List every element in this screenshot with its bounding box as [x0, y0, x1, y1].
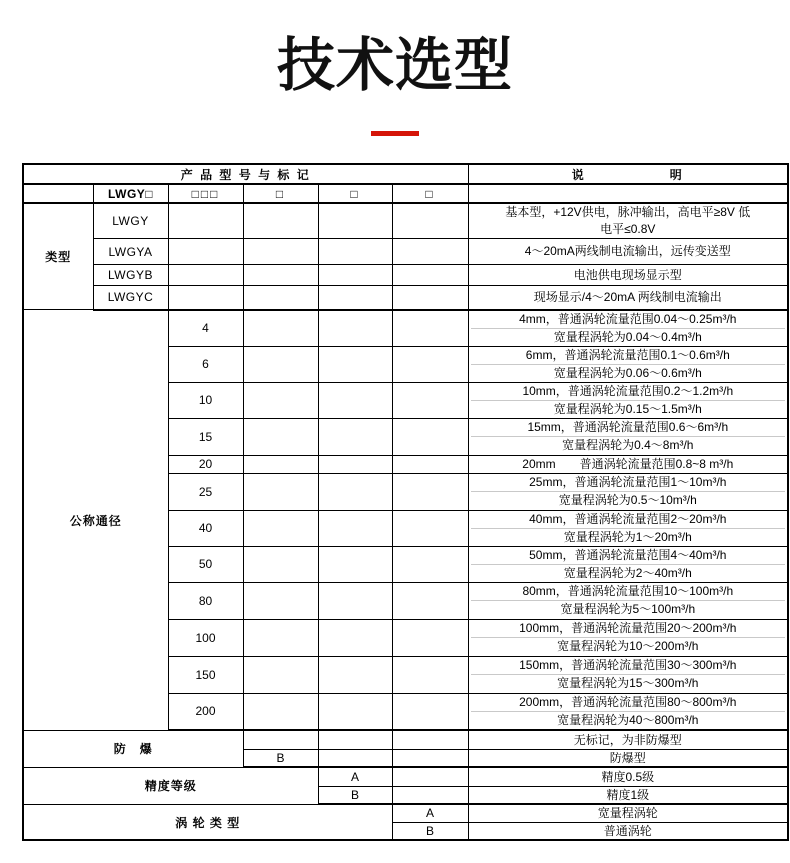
empty-cell [168, 286, 243, 310]
explosion-box-cell: □ [243, 184, 318, 203]
size-cell: 40 [168, 510, 243, 546]
desc-line-2: 宽量程涡轮为0.15～1.5m³/h [471, 400, 786, 418]
empty-cell [318, 455, 392, 473]
code-cell: B [243, 749, 318, 767]
empty-cell [392, 310, 468, 347]
code-cell: A [318, 767, 392, 786]
desc-line-1: 15mm，普通涡轮流量范围0.6～6m³/h [527, 420, 729, 434]
empty-cell [243, 510, 318, 546]
empty-cell [168, 239, 243, 265]
empty-cell [243, 418, 318, 455]
type-section-label: 类型 [23, 203, 93, 310]
empty-cell [243, 203, 318, 239]
desc-cell [468, 455, 788, 473]
empty-cell [392, 418, 468, 455]
explosion-section-label: 防 爆 [23, 730, 243, 767]
empty-cell [243, 286, 318, 310]
code-cell: B [392, 822, 468, 840]
empty-cell [318, 418, 392, 455]
size-cell: 25 [168, 473, 243, 510]
empty-cell [392, 473, 468, 510]
empty-cell [318, 619, 392, 656]
diameter-boxes-cell: □□□ [168, 184, 243, 203]
empty-cell [243, 619, 318, 656]
empty-cell [243, 346, 318, 382]
empty-cell [392, 286, 468, 310]
empty-cell [392, 582, 468, 619]
size-cell: 15 [168, 418, 243, 455]
desc-line-1: 50mm，普通涡轮流量范围4～40m³/h [529, 547, 727, 562]
empty-cell [392, 546, 468, 582]
desc-cell [468, 749, 788, 767]
desc-line-2: 宽量程涡轮为0.4～8m³/h [471, 436, 786, 454]
empty-cell [392, 619, 468, 656]
desc-line-2: 宽量程涡轮为1～20m³/h [471, 528, 786, 546]
empty-cell [392, 749, 468, 767]
desc-cell [468, 239, 788, 265]
size-cell: 150 [168, 656, 243, 693]
desc-line-1: 防爆型 [609, 750, 646, 765]
desc-line-1: 150mm，普通涡轮流量范围30～300m³/h [519, 658, 737, 672]
desc-line-1: 精度1级 [606, 787, 650, 802]
empty-cell [318, 546, 392, 582]
empty-cell [318, 382, 392, 418]
desc-cell [468, 786, 788, 804]
desc-line-1: 6mm，普通涡轮流量范围0.1～0.6m³/h [525, 347, 730, 362]
empty-cell [392, 730, 468, 749]
empty-cell [392, 786, 468, 804]
desc-line-1: 无标记，为非防爆型 [573, 732, 682, 747]
type-row [23, 239, 788, 265]
empty-cell [243, 265, 318, 286]
desc-line-1: 100mm，普通涡轮流量范围20～200m³/h [519, 621, 737, 635]
diameter-section-label: 公称通径 [23, 310, 168, 731]
size-cell: 100 [168, 619, 243, 656]
desc-line-1: 现场显示/4～20mA 两线制电流输出 [533, 289, 722, 304]
desc-cell [468, 382, 788, 418]
accuracy-section-label: 精度等级 [23, 767, 318, 804]
model-cell: LWGYA [93, 239, 168, 265]
turbine-row [23, 804, 788, 822]
desc-cell [468, 546, 788, 582]
desc-line-2: 宽量程涡轮为10～200m³/h [471, 637, 786, 655]
desc-cell [468, 346, 788, 382]
spec-table [22, 163, 789, 841]
desc-cell [468, 310, 788, 347]
desc-line-1: 4～20mA两线制电流输出，远传变送型 [524, 244, 731, 258]
empty-cell [243, 582, 318, 619]
code-cell [243, 730, 318, 749]
desc-cell [468, 619, 788, 656]
empty-cell [392, 510, 468, 546]
empty-cell [392, 382, 468, 418]
empty-cell [392, 265, 468, 286]
empty-cell [243, 473, 318, 510]
desc-cell [468, 286, 788, 310]
explosion-row [23, 730, 788, 749]
turbine-section-label: 涡 轮 类 型 [23, 804, 392, 840]
desc-line-1: 80mm，普通涡轮流量范围10～100m³/h [522, 584, 734, 598]
diameter-row [23, 310, 788, 347]
desc-line-1: 基本型，+12V供电，脉冲输出，高电平≥8V 低 [505, 205, 751, 219]
empty-cell [243, 656, 318, 693]
empty-cell [243, 693, 318, 730]
empty-cell [318, 582, 392, 619]
empty-cell [243, 455, 318, 473]
type-row [23, 203, 788, 239]
desc-cell [468, 418, 788, 455]
empty-cell [318, 473, 392, 510]
desc-cell [468, 582, 788, 619]
desc-line-1: 200mm，普通涡轮流量范围80～800m³/h [519, 694, 737, 709]
empty-cell [168, 203, 243, 239]
desc-line-2: 宽量程涡轮为2～40m³/h [471, 564, 786, 582]
code-cell: A [392, 804, 468, 822]
model-cell: LWGY [93, 203, 168, 239]
empty-cell [318, 239, 392, 265]
empty-cell [243, 546, 318, 582]
empty-cell [392, 455, 468, 473]
empty-cell [392, 239, 468, 265]
empty-cell [318, 510, 392, 546]
desc-cell [468, 265, 788, 286]
accuracy-box-cell: □ [318, 184, 392, 203]
size-cell: 4 [168, 310, 243, 347]
header-product-model: 产 品 型 号 与 标 记 [23, 164, 468, 184]
empty-cell [318, 346, 392, 382]
desc-line-1: 25mm，普通涡轮流量范围1～10m³/h [529, 475, 727, 489]
empty-cell [168, 265, 243, 286]
desc-cell [468, 510, 788, 546]
empty-cell [392, 693, 468, 730]
desc-line-2: 电平≤0.8V [600, 222, 656, 236]
type-row [23, 265, 788, 286]
desc-cell [468, 656, 788, 693]
desc-line-1: 40mm，普通涡轮流量范围2～20m³/h [529, 511, 727, 526]
desc-line-2: 宽量程涡轮为0.04～0.4m³/h [471, 328, 786, 346]
desc-line-2: 宽量程涡轮为0.5～10m³/h [471, 491, 786, 509]
size-cell: 20 [168, 455, 243, 473]
model-prefix-cell: LWGY□ [93, 184, 168, 203]
empty-cell [243, 310, 318, 347]
empty-cell [318, 693, 392, 730]
empty-cell [392, 203, 468, 239]
empty-cell [23, 184, 93, 203]
empty-cell [318, 749, 392, 767]
empty-cell [392, 346, 468, 382]
empty-cell [318, 203, 392, 239]
type-row [23, 286, 788, 310]
desc-cell [468, 822, 788, 840]
desc-line-1: 10mm，普通涡轮流量范围0.2～1.2m³/h [522, 383, 734, 398]
desc-cell [468, 203, 788, 239]
desc-cell [468, 693, 788, 730]
empty-cell [243, 239, 318, 265]
table-header-row [23, 164, 788, 184]
desc-line-1: 普通涡轮 [603, 823, 652, 838]
desc-cell [468, 804, 788, 822]
size-cell: 10 [168, 382, 243, 418]
empty-cell [392, 656, 468, 693]
size-cell: 50 [168, 546, 243, 582]
empty-cell [318, 286, 392, 310]
size-cell: 6 [168, 346, 243, 382]
desc-line-2: 宽量程涡轮为40～800m³/h [471, 711, 786, 729]
code-cell: B [318, 786, 392, 804]
desc-line-2: 宽量程涡轮为0.06～0.6m³/h [471, 364, 786, 382]
accuracy-row [23, 767, 788, 786]
empty-cell [392, 767, 468, 786]
desc-cell [468, 473, 788, 510]
empty-cell [468, 184, 788, 203]
model-cell: LWGYC [93, 286, 168, 310]
page-title: 技术选型 [276, 33, 513, 98]
empty-cell [318, 656, 392, 693]
size-cell: 80 [168, 582, 243, 619]
model-mark-row [23, 184, 788, 203]
desc-line-2: 宽量程涡轮为5～100m³/h [471, 600, 786, 618]
title-underline [371, 131, 419, 136]
empty-cell [318, 265, 392, 286]
size-cell: 200 [168, 693, 243, 730]
page [0, 22, 790, 863]
empty-cell [243, 382, 318, 418]
desc-line-1: 宽量程涡轮 [597, 806, 658, 821]
model-cell: LWGYB [93, 265, 168, 286]
desc-cell [468, 730, 788, 749]
desc-line-1: 电池供电现场显示型 [573, 267, 682, 282]
header-description: 说 明 [468, 164, 788, 184]
desc-line-1: 精度0.5级 [601, 769, 655, 784]
empty-cell [318, 310, 392, 347]
empty-cell [318, 730, 392, 749]
desc-line-2: 宽量程涡轮为15～300m³/h [471, 674, 786, 692]
desc-line-1: 20mm 普通涡轮流量范围0.8~8 m³/h [522, 456, 734, 471]
turbine-box-cell: □ [392, 184, 468, 203]
desc-line-1: 4mm，普通涡轮流量范围0.04～0.25m³/h [519, 311, 737, 326]
desc-cell [468, 767, 788, 786]
